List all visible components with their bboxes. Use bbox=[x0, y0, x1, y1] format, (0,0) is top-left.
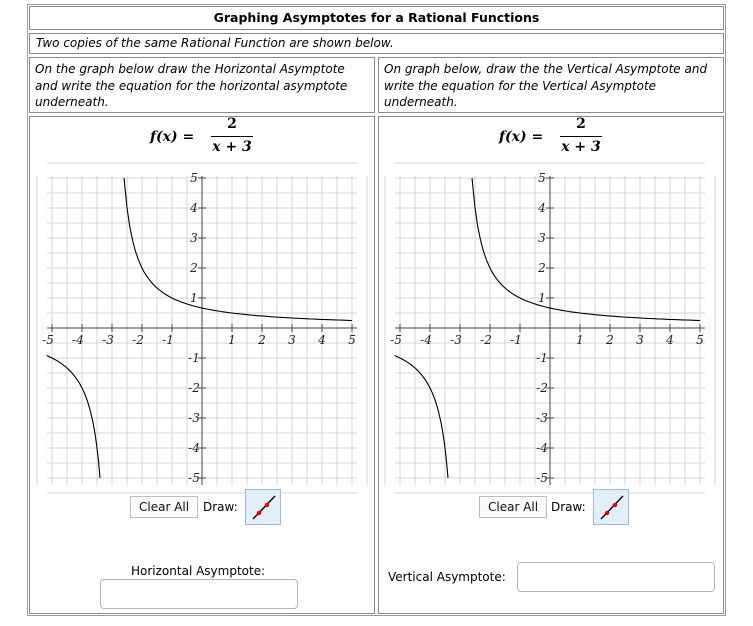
formula-numerator: 2 bbox=[227, 116, 237, 132]
y-tick-label: -2 bbox=[536, 381, 548, 395]
horizontal-asymptote-input[interactable] bbox=[100, 579, 298, 609]
vertical-panel bbox=[378, 116, 724, 614]
clear-all-button[interactable]: Clear All bbox=[479, 496, 547, 518]
formula-lhs: f(x) = bbox=[499, 129, 544, 145]
y-tick-label: 2 bbox=[538, 261, 546, 275]
y-tick-label: -5 bbox=[188, 471, 200, 485]
y-tick-label: 1 bbox=[190, 291, 198, 305]
x-tick-label: 2 bbox=[258, 333, 266, 347]
x-tick-label: -4 bbox=[72, 333, 84, 347]
y-tick-label: 5 bbox=[190, 171, 198, 185]
horizontal-panel bbox=[29, 116, 375, 614]
x-tick-label: 2 bbox=[606, 333, 614, 347]
formula-lhs: f(x) = bbox=[150, 129, 195, 145]
line-tool-button[interactable] bbox=[245, 489, 281, 525]
x-tick-label: -5 bbox=[42, 333, 54, 347]
x-tick-label: 3 bbox=[288, 333, 296, 347]
x-tick-label: -4 bbox=[420, 333, 432, 347]
horizontal-asymptote-label: Horizontal Asymptote: bbox=[131, 564, 266, 578]
x-tick-label: 4 bbox=[666, 333, 674, 347]
y-tick-label: -1 bbox=[536, 351, 548, 365]
formula-denominator: x + 3 bbox=[212, 139, 252, 155]
x-tick-label: 5 bbox=[348, 333, 356, 347]
line-tool-icon bbox=[594, 490, 628, 524]
y-tick-label: 4 bbox=[538, 201, 546, 215]
formula-numerator: 2 bbox=[576, 116, 586, 132]
y-tick-label: -3 bbox=[536, 411, 548, 425]
x-tick-label: 1 bbox=[576, 333, 584, 347]
y-tick-label: 5 bbox=[538, 171, 546, 185]
x-tick-label: 5 bbox=[696, 333, 704, 347]
subtitle: Two copies of the same Rational Function are shown below. bbox=[29, 33, 724, 54]
y-tick-label: -4 bbox=[536, 441, 548, 455]
formula-denominator: x + 3 bbox=[561, 139, 601, 155]
y-tick-label: 3 bbox=[538, 231, 546, 245]
vertical-asymptote-label: Vertical Asymptote: bbox=[388, 570, 506, 584]
page-title: Graphing Asymptotes for a Rational Functions bbox=[29, 6, 724, 30]
y-tick-label: -4 bbox=[188, 441, 200, 455]
line-tool-icon bbox=[246, 490, 280, 524]
vertical-asymptote-input[interactable] bbox=[517, 562, 715, 592]
fraction-bar bbox=[211, 136, 253, 137]
vertical-instruction: On graph below, draw the the Vertical Asymptote and write the equation for the Vertical Asymptote underneath. bbox=[378, 57, 724, 113]
y-tick-label: 3 bbox=[190, 231, 198, 245]
x-tick-label: -3 bbox=[102, 333, 114, 347]
y-tick-label: 4 bbox=[190, 201, 198, 215]
x-tick-label: -1 bbox=[510, 333, 522, 347]
x-tick-label: -1 bbox=[162, 333, 174, 347]
x-tick-label: -2 bbox=[132, 333, 144, 347]
x-tick-label: 3 bbox=[636, 333, 644, 347]
y-tick-label: 1 bbox=[538, 291, 546, 305]
x-tick-label: -5 bbox=[390, 333, 402, 347]
y-tick-label: -1 bbox=[188, 351, 200, 365]
line-tool-button[interactable] bbox=[593, 489, 629, 525]
draw-label: Draw: bbox=[551, 500, 586, 514]
fraction-bar bbox=[560, 136, 602, 137]
y-tick-label: -5 bbox=[536, 471, 548, 485]
x-tick-label: -2 bbox=[480, 333, 492, 347]
draw-label: Draw: bbox=[203, 500, 238, 514]
clear-all-button[interactable]: Clear All bbox=[130, 496, 198, 518]
horizontal-instruction: On the graph below draw the Horizontal Asymptote and write the equation for the horizontal asymptote underneath. bbox=[29, 57, 375, 113]
x-tick-label: -3 bbox=[450, 333, 462, 347]
y-tick-label: -3 bbox=[188, 411, 200, 425]
x-tick-label: 4 bbox=[318, 333, 326, 347]
x-tick-label: 1 bbox=[228, 333, 236, 347]
y-tick-label: 2 bbox=[190, 261, 198, 275]
y-tick-label: -2 bbox=[188, 381, 200, 395]
